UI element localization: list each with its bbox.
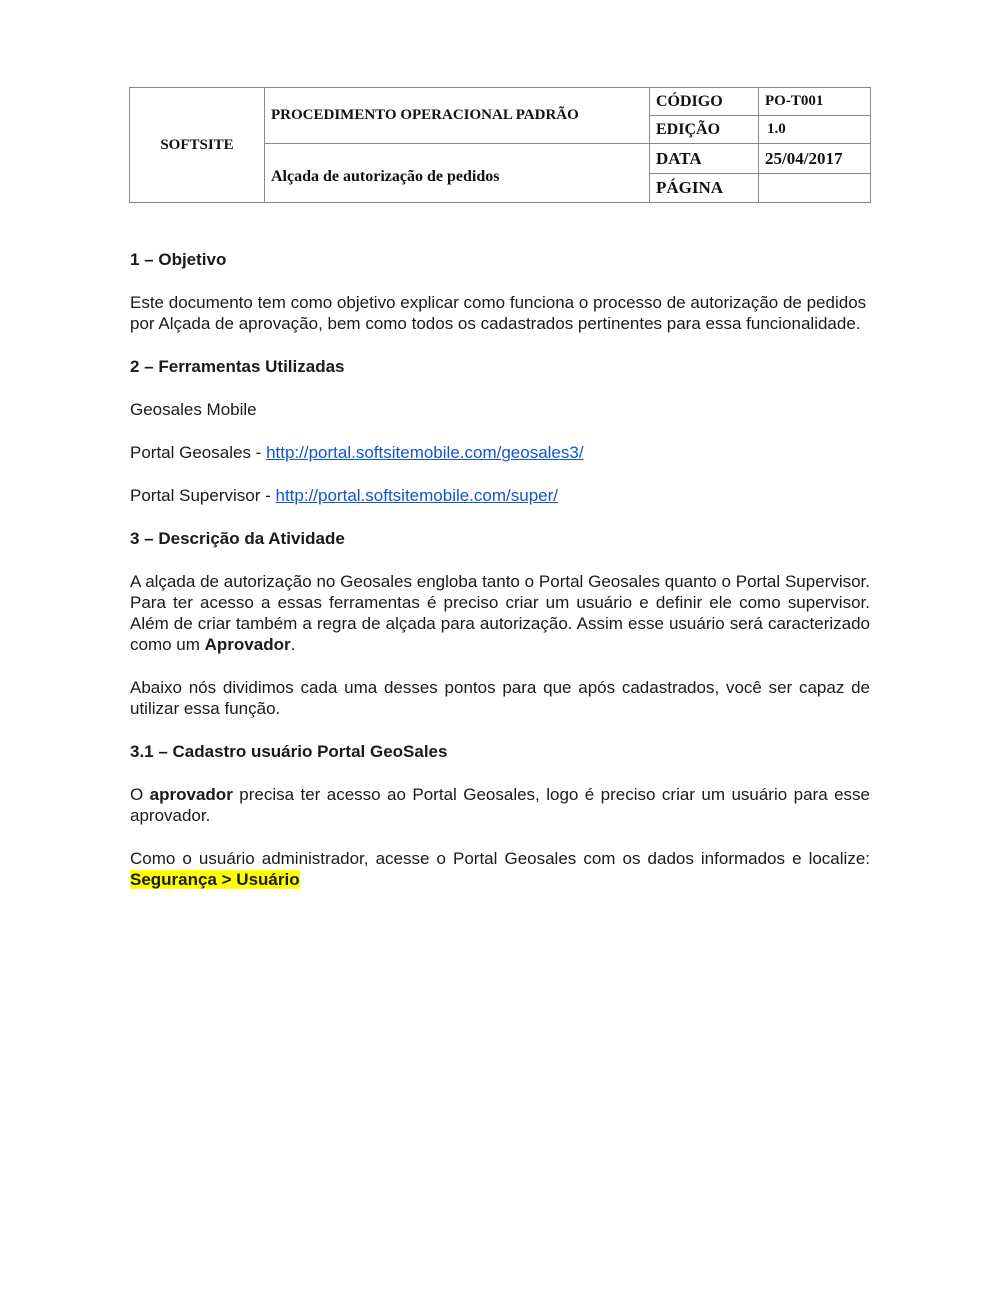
edicao-label: EDIÇÃO <box>650 116 759 144</box>
section-heading-cadastro: 3.1 – Cadastro usuário Portal GeoSales <box>130 742 448 761</box>
doc-type-cell: PROCEDIMENTO OPERACIONAL PADRÃO <box>265 88 650 144</box>
section-heading-objetivo: 1 – Objetivo <box>130 250 227 269</box>
tool-geosales-mobile: Geosales Mobile <box>130 400 257 419</box>
document-body <box>130 249 870 890</box>
data-value: 25/04/2017 <box>759 144 871 174</box>
descricao-end: . <box>290 635 296 654</box>
tool-portal-supervisor-label: Portal Supervisor - <box>130 486 276 505</box>
section-heading-ferramentas: 2 – Ferramentas Utilizadas <box>130 357 345 376</box>
cadastro-rest: precisa ter acesso ao Portal Geosales, logo é preciso criar um usuário para esse aprovador. <box>130 785 871 825</box>
tool-portal-geosales-label: Portal Geosales - <box>130 443 267 462</box>
descricao-text: A alçada de autorização no Geosales engloba tanto o Portal Geosales quanto o Portal Supervisor. Para ter acesso a essas ferramentas é preciso criar um usuário e definir ele como supervisor. Além de criar também a regra de alçada para autorização. Assim esse usuário será caracterizado como um <box>130 572 870 654</box>
pagina-label: PÁGINA <box>650 174 759 203</box>
header-table <box>129 87 871 203</box>
codigo-value: PO-T001 <box>759 88 871 116</box>
localize-text: Como o usuário administrador, acesse o Portal Geosales com os dados informados e localize: <box>130 849 870 868</box>
company-cell: SOFTSITE <box>130 88 265 203</box>
divisao-paragraph: Abaixo nós dividimos cada uma desses pontos para que após cadastrados, você ser capaz de utilizar essa função. <box>130 678 870 718</box>
pagina-value <box>759 174 871 203</box>
aprovador-term: Aprovador <box>204 635 291 654</box>
section-heading-descricao: 3 – Descrição da Atividade <box>130 529 345 548</box>
edicao-value: 1.0 <box>759 116 871 144</box>
objetivo-paragraph: Este documento tem como objetivo explicar como funciona o processo de autorização de pedidos por Alçada de aprovação, bem como todos os cadastrados pertinentes para essa funcionalidade. <box>130 293 867 333</box>
data-label: DATA <box>650 144 759 174</box>
menu-path-highlight: Segurança > Usuário <box>130 870 300 889</box>
localize-paragraph <box>130 848 870 890</box>
tool-portal-supervisor <box>130 485 870 506</box>
descricao-paragraph <box>130 571 870 655</box>
codigo-label: CÓDIGO <box>650 88 759 116</box>
subject-cell: Alçada de autorização de pedidos <box>265 144 650 203</box>
portal-geosales-link[interactable]: http://portal.softsitemobile.com/geosales3/ <box>266 443 584 462</box>
portal-supervisor-link[interactable]: http://portal.softsitemobile.com/super/ <box>275 486 559 505</box>
cadastro-paragraph <box>130 784 870 826</box>
aprovador-term-lower: aprovador <box>149 785 233 804</box>
cadastro-start: O <box>130 785 150 804</box>
tool-portal-geosales <box>130 442 870 463</box>
